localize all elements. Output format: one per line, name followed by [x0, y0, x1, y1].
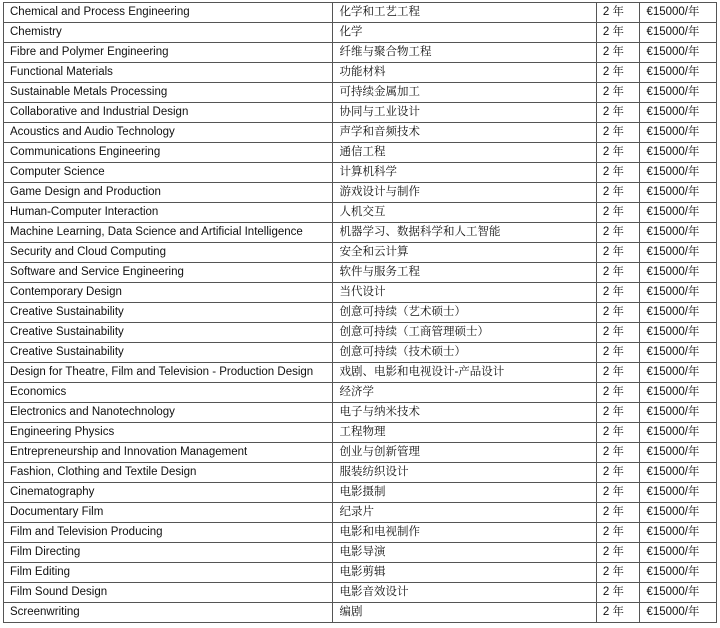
program-name-en: Collaborative and Industrial Design — [4, 103, 333, 123]
tuition-fee-cell: €15000/年 — [640, 383, 717, 403]
table-row — [4, 23, 717, 43]
duration-cell: 2 年 — [596, 583, 640, 603]
tuition-fee-cell: €15000/年 — [640, 363, 717, 383]
table-row — [4, 343, 717, 363]
table-row — [4, 483, 717, 503]
duration-cell: 2 年 — [596, 103, 640, 123]
duration-cell: 2 年 — [596, 443, 640, 463]
program-name-zh: 安全和云计算 — [333, 243, 596, 263]
programs-table — [3, 2, 717, 623]
tuition-fee-cell: €15000/年 — [640, 403, 717, 423]
table-row — [4, 3, 717, 23]
duration-cell: 2 年 — [596, 303, 640, 323]
tuition-fee-cell: €15000/年 — [640, 503, 717, 523]
duration-cell: 2 年 — [596, 183, 640, 203]
table-row — [4, 183, 717, 203]
program-name-en: Computer Science — [4, 163, 333, 183]
program-name-zh: 纪录片 — [333, 503, 596, 523]
program-name-en: Economics — [4, 383, 333, 403]
table-row — [4, 163, 717, 183]
program-name-zh: 机器学习、数据科学和人工智能 — [333, 223, 596, 243]
program-name-en: Fibre and Polymer Engineering — [4, 43, 333, 63]
program-name-zh: 声学和音频技术 — [333, 123, 596, 143]
table-row — [4, 523, 717, 543]
duration-cell: 2 年 — [596, 3, 640, 23]
tuition-fee-cell: €15000/年 — [640, 343, 717, 363]
duration-cell: 2 年 — [596, 403, 640, 423]
tuition-fee-cell: €15000/年 — [640, 303, 717, 323]
program-name-zh: 通信工程 — [333, 143, 596, 163]
table-row — [4, 563, 717, 583]
program-name-zh: 电影音效设计 — [333, 583, 596, 603]
program-name-zh: 服装纺织设计 — [333, 463, 596, 483]
table-row — [4, 503, 717, 523]
program-name-zh: 可持续金属加工 — [333, 83, 596, 103]
program-name-zh: 协同与工业设计 — [333, 103, 596, 123]
program-name-en: Creative Sustainability — [4, 303, 333, 323]
duration-cell: 2 年 — [596, 423, 640, 443]
duration-cell: 2 年 — [596, 163, 640, 183]
program-name-zh: 纤维与聚合物工程 — [333, 43, 596, 63]
tuition-fee-cell: €15000/年 — [640, 323, 717, 343]
program-name-en: Creative Sustainability — [4, 343, 333, 363]
tuition-fee-cell: €15000/年 — [640, 23, 717, 43]
program-name-en: Film Directing — [4, 543, 333, 563]
program-name-en: Acoustics and Audio Technology — [4, 123, 333, 143]
program-name-en: Engineering Physics — [4, 423, 333, 443]
program-name-en: Machine Learning, Data Science and Artificial Intelligence — [4, 223, 333, 243]
program-name-en: Communications Engineering — [4, 143, 333, 163]
program-name-zh: 计算机科学 — [333, 163, 596, 183]
tuition-fee-cell: €15000/年 — [640, 463, 717, 483]
table-row — [4, 443, 717, 463]
table-row — [4, 463, 717, 483]
table-row — [4, 243, 717, 263]
duration-cell: 2 年 — [596, 383, 640, 403]
tuition-fee-cell: €15000/年 — [640, 3, 717, 23]
program-name-zh: 电影导演 — [333, 543, 596, 563]
duration-cell: 2 年 — [596, 523, 640, 543]
table-row — [4, 43, 717, 63]
program-name-en: Chemistry — [4, 23, 333, 43]
program-name-zh: 人机交互 — [333, 203, 596, 223]
programs-table-body — [4, 3, 717, 623]
program-name-zh: 电影剪辑 — [333, 563, 596, 583]
table-row — [4, 323, 717, 343]
tuition-fee-cell: €15000/年 — [640, 523, 717, 543]
program-name-en: Screenwriting — [4, 603, 333, 623]
program-name-en: Software and Service Engineering — [4, 263, 333, 283]
duration-cell: 2 年 — [596, 123, 640, 143]
tuition-fee-cell: €15000/年 — [640, 63, 717, 83]
duration-cell: 2 年 — [596, 463, 640, 483]
duration-cell: 2 年 — [596, 503, 640, 523]
program-name-en: Human-Computer Interaction — [4, 203, 333, 223]
program-name-en: Film Sound Design — [4, 583, 333, 603]
program-name-en: Cinematography — [4, 483, 333, 503]
program-name-en: Contemporary Design — [4, 283, 333, 303]
program-name-zh: 工程物理 — [333, 423, 596, 443]
table-row — [4, 103, 717, 123]
duration-cell: 2 年 — [596, 563, 640, 583]
tuition-fee-cell: €15000/年 — [640, 443, 717, 463]
duration-cell: 2 年 — [596, 143, 640, 163]
table-row — [4, 543, 717, 563]
program-name-zh: 编剧 — [333, 603, 596, 623]
duration-cell: 2 年 — [596, 263, 640, 283]
tuition-fee-cell: €15000/年 — [640, 603, 717, 623]
program-name-zh: 化学 — [333, 23, 596, 43]
tuition-fee-cell: €15000/年 — [640, 223, 717, 243]
program-name-zh: 经济学 — [333, 383, 596, 403]
program-name-zh: 软件与服务工程 — [333, 263, 596, 283]
tuition-fee-cell: €15000/年 — [640, 543, 717, 563]
tuition-fee-cell: €15000/年 — [640, 43, 717, 63]
program-name-en: Functional Materials — [4, 63, 333, 83]
duration-cell: 2 年 — [596, 323, 640, 343]
table-row — [4, 223, 717, 243]
program-name-en: Game Design and Production — [4, 183, 333, 203]
tuition-fee-cell: €15000/年 — [640, 423, 717, 443]
program-name-en: Fashion, Clothing and Textile Design — [4, 463, 333, 483]
table-row — [4, 263, 717, 283]
program-name-en: Security and Cloud Computing — [4, 243, 333, 263]
table-row — [4, 403, 717, 423]
tuition-fee-cell: €15000/年 — [640, 163, 717, 183]
table-row — [4, 383, 717, 403]
program-name-en: Film and Television Producing — [4, 523, 333, 543]
duration-cell: 2 年 — [596, 243, 640, 263]
program-name-zh: 创意可持续（艺术硕士） — [333, 303, 596, 323]
table-row — [4, 303, 717, 323]
program-name-zh: 游戏设计与制作 — [333, 183, 596, 203]
duration-cell: 2 年 — [596, 43, 640, 63]
table-row — [4, 363, 717, 383]
program-name-zh: 创业与创新管理 — [333, 443, 596, 463]
program-name-en: Creative Sustainability — [4, 323, 333, 343]
program-name-zh: 电影摄制 — [333, 483, 596, 503]
duration-cell: 2 年 — [596, 343, 640, 363]
tuition-fee-cell: €15000/年 — [640, 203, 717, 223]
program-name-zh: 戏剧、电影和电视设计-产品设计 — [333, 363, 596, 383]
tuition-fee-cell: €15000/年 — [640, 563, 717, 583]
program-name-zh: 电影和电视制作 — [333, 523, 596, 543]
program-name-en: Design for Theatre, Film and Television - Production Design — [4, 363, 333, 383]
duration-cell: 2 年 — [596, 363, 640, 383]
duration-cell: 2 年 — [596, 283, 640, 303]
program-name-en: Entrepreneurship and Innovation Management — [4, 443, 333, 463]
tuition-fee-cell: €15000/年 — [640, 583, 717, 603]
tuition-fee-cell: €15000/年 — [640, 143, 717, 163]
program-name-zh: 电子与纳米技术 — [333, 403, 596, 423]
program-name-en: Electronics and Nanotechnology — [4, 403, 333, 423]
table-row — [4, 203, 717, 223]
program-name-zh: 创意可持续（工商管理硕士） — [333, 323, 596, 343]
duration-cell: 2 年 — [596, 23, 640, 43]
program-name-zh: 当代设计 — [333, 283, 596, 303]
tuition-fee-cell: €15000/年 — [640, 483, 717, 503]
duration-cell: 2 年 — [596, 63, 640, 83]
program-name-en: Chemical and Process Engineering — [4, 3, 333, 23]
table-row — [4, 123, 717, 143]
program-name-en: Film Editing — [4, 563, 333, 583]
program-name-en: Sustainable Metals Processing — [4, 83, 333, 103]
tuition-fee-cell: €15000/年 — [640, 83, 717, 103]
program-name-en: Documentary Film — [4, 503, 333, 523]
table-row — [4, 283, 717, 303]
tuition-fee-cell: €15000/年 — [640, 243, 717, 263]
table-row — [4, 63, 717, 83]
table-row — [4, 83, 717, 103]
tuition-fee-cell: €15000/年 — [640, 283, 717, 303]
tuition-fee-cell: €15000/年 — [640, 263, 717, 283]
program-name-zh: 功能材料 — [333, 63, 596, 83]
program-name-zh: 创意可持续（技术硕士） — [333, 343, 596, 363]
duration-cell: 2 年 — [596, 543, 640, 563]
table-row — [4, 583, 717, 603]
table-row — [4, 603, 717, 623]
duration-cell: 2 年 — [596, 483, 640, 503]
tuition-fee-cell: €15000/年 — [640, 183, 717, 203]
duration-cell: 2 年 — [596, 603, 640, 623]
duration-cell: 2 年 — [596, 83, 640, 103]
duration-cell: 2 年 — [596, 203, 640, 223]
tuition-fee-cell: €15000/年 — [640, 103, 717, 123]
table-row — [4, 143, 717, 163]
program-name-zh: 化学和工艺工程 — [333, 3, 596, 23]
tuition-fee-cell: €15000/年 — [640, 123, 717, 143]
table-row — [4, 423, 717, 443]
duration-cell: 2 年 — [596, 223, 640, 243]
